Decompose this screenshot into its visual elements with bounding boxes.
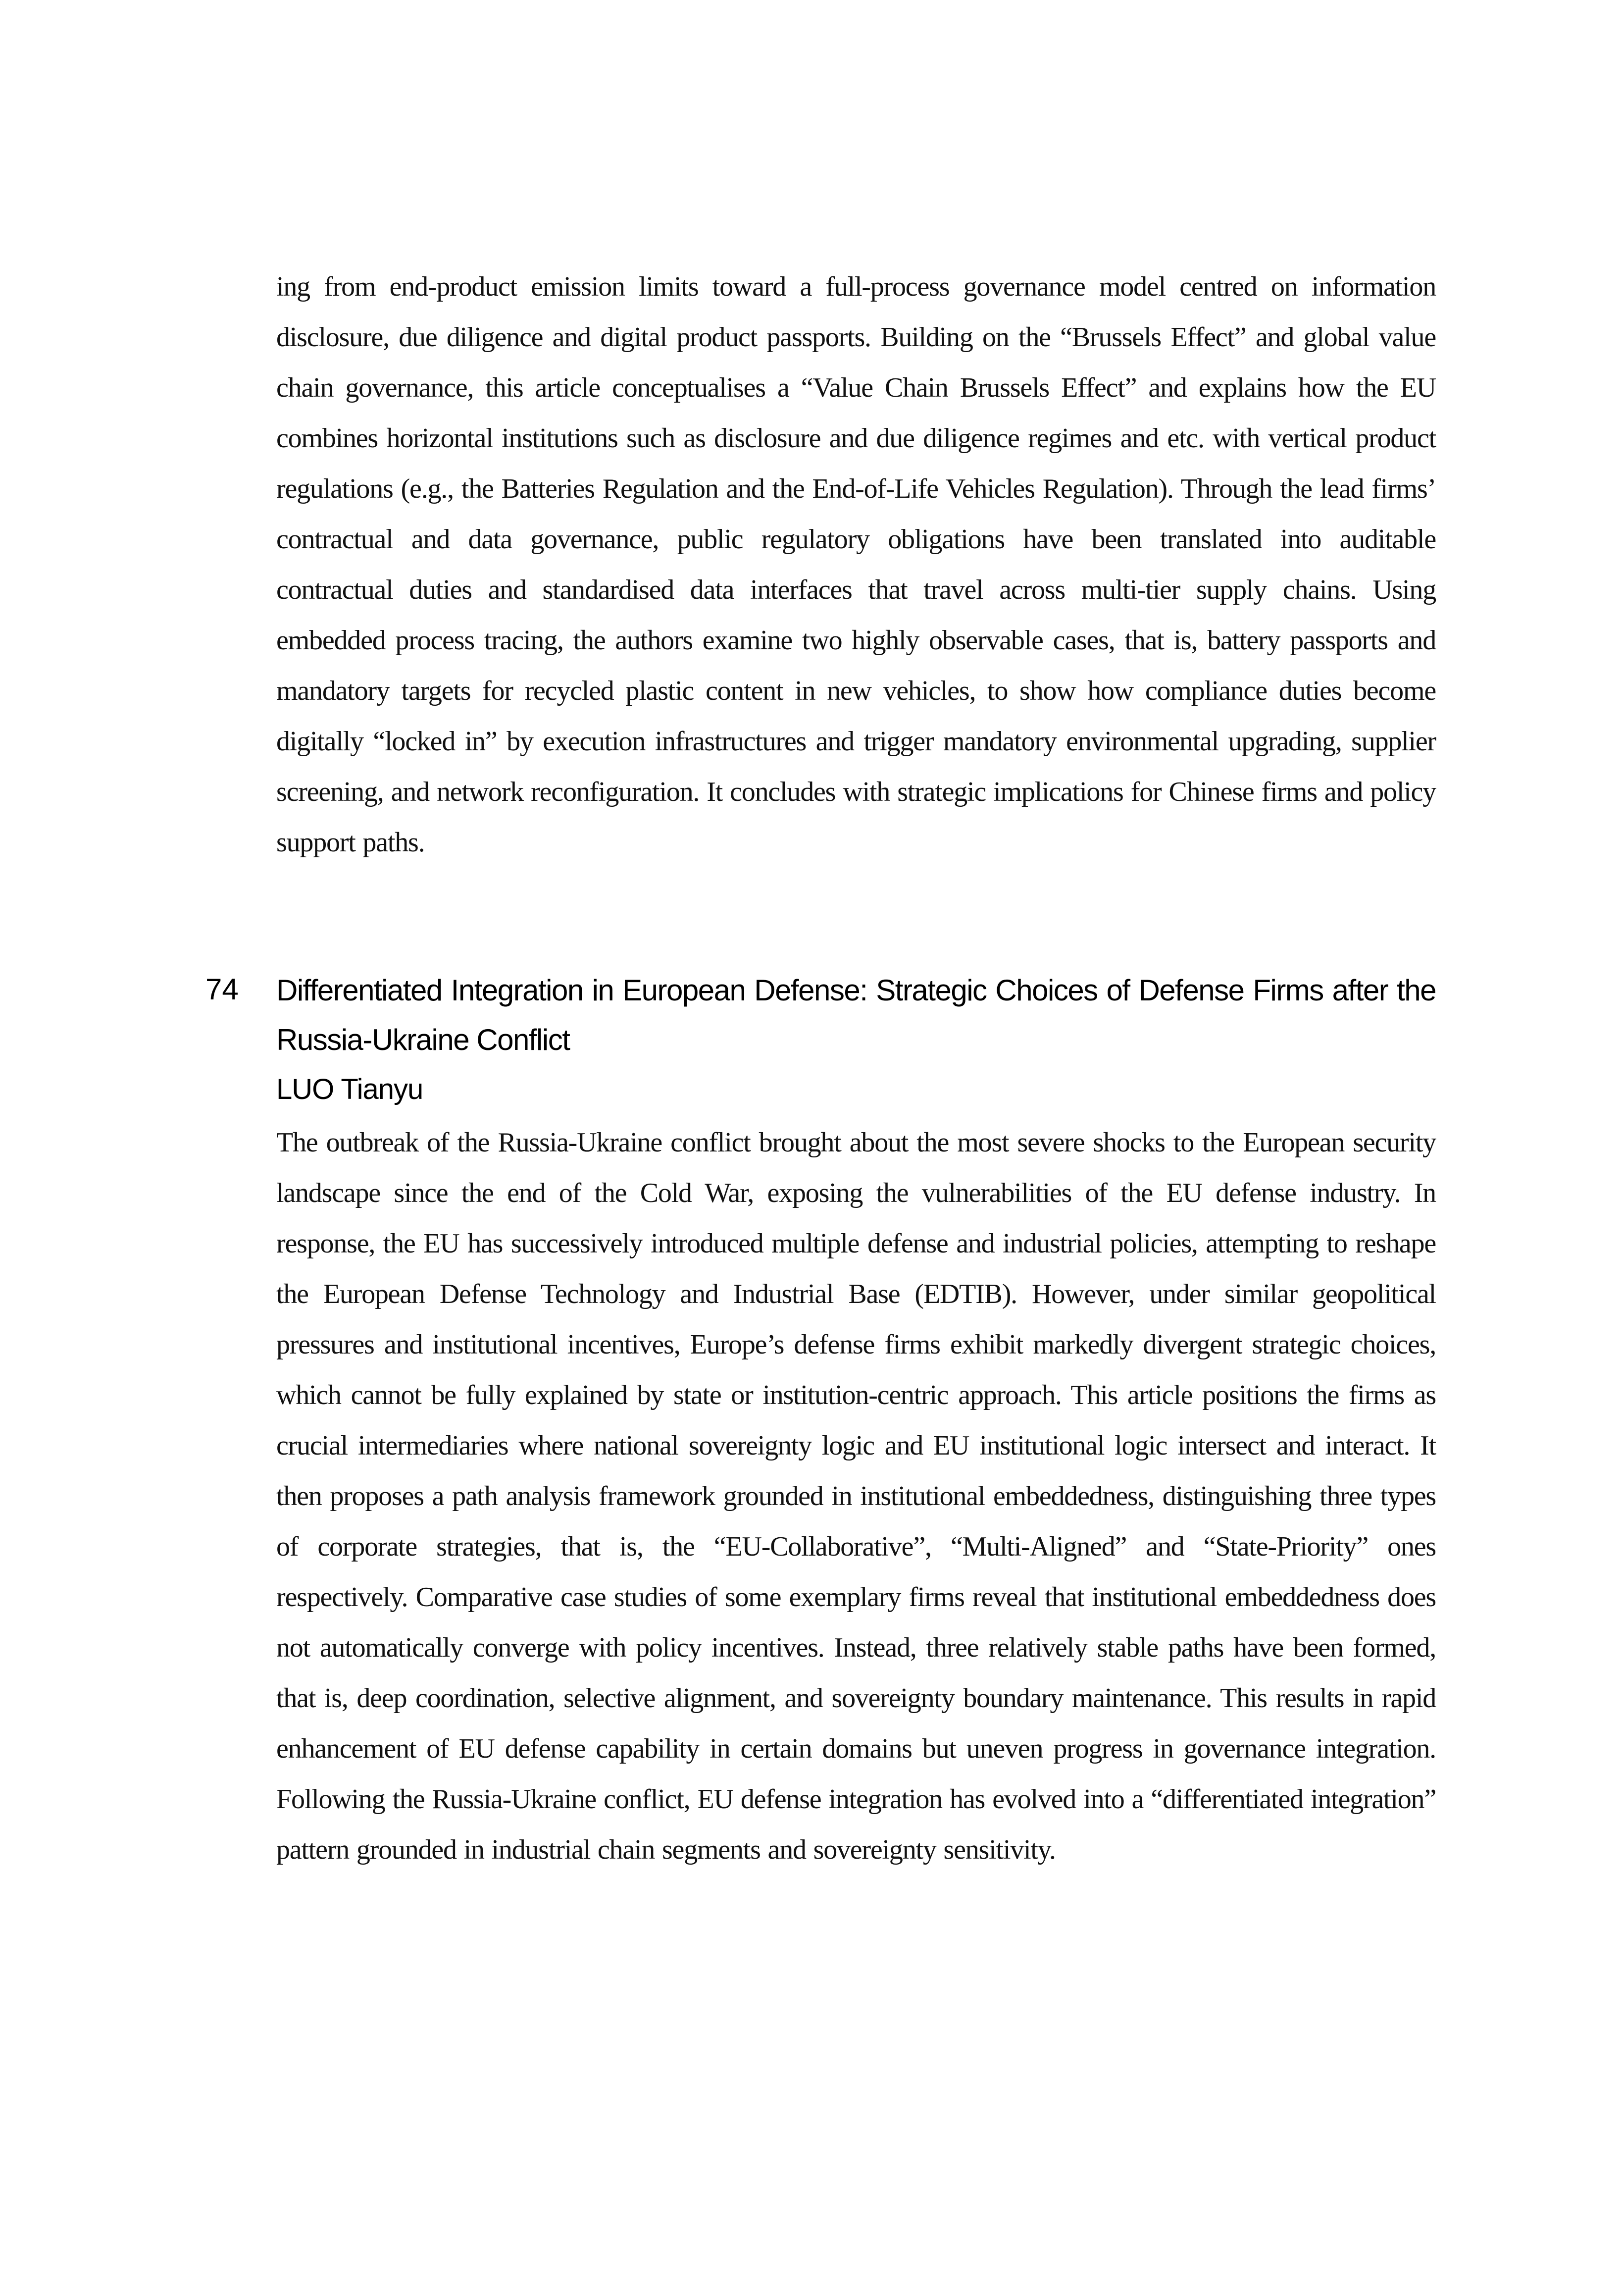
entry-content	[276, 966, 1436, 1875]
continued-abstract-paragraph: ing from end-product emission limits toward a full-process governance model centred on information disclosure, due diligence and digital product passports. Building on the “Brussels Effect” and global value chain governance, this article conceptualises a “Value Chain Brussels Effect” and explains how the EU combines horizontal institutions such as disclosure and due diligence regimes and etc. with vertical product regulations (e.g., the Batteries Regulation and the End-of-Life Vehicles Regulation). Through the lead firms’ contractual and data governance, public regulatory obligations have been translated into auditable contractual duties and standardised data interfaces that travel across multi-tier supply chains. Using embedded process tracing, the authors examine two highly observable cases, that is, battery passports and mandatory targets for recycled plastic content in new vehicles, to show how compliance duties become digitally “locked in” by execution infrastructures and trigger mandatory environmental upgrading, supplier screening, and network reconfiguration. It concludes with strategic implications for Chinese firms and policy support paths.	[276, 271, 1436, 858]
article-author: LUO Tianyu	[276, 1073, 423, 1105]
article-title: Differentiated Integration in European Defense: Strategic Choices of Defense Firms after the Russia-Ukraine Conflict	[276, 974, 1436, 1056]
article-abstract: The outbreak of the Russia-Ukraine conflict brought about the most severe shocks to the European security landscape since the end of the Cold War, exposing the vulnerabilities of the EU defense industry. In response, the EU has successively introduced multiple defense and industrial policies, attempting to reshape the European Defense Technology and Industrial Base (EDTIB). However, under similar geopolitical pressures and institutional incentives, Europe’s defense firms exhibit markedly divergent strategic choices, which cannot be fully explained by state or institution-centric approach. This article positions the firms as crucial intermediaries where national sovereignty logic and EU institutional logic intersect and interact. It then proposes a path analysis framework grounded in institutional embeddedness, distinguishing three types of corporate strategies, that is, the “EU-Collaborative”, “Multi-Aligned” and “State-Priority” ones respectively. Comparative case studies of some exemplary firms reveal that institutional embeddedness does not automatically converge with policy incentives. Instead, three relatively stable paths have been formed, that is, deep coordination, selective alignment, and sovereignty boundary maintenance. This results in rapid enhancement of EU defense capability in certain domains but uneven progress in governance integration. Following the Russia-Ukraine conflict, EU defense integration has evolved into a “differentiated integration” pattern grounded in industrial chain segments and sovereignty sensitivity.	[276, 1127, 1436, 1865]
entry-number: 74	[205, 973, 239, 1006]
